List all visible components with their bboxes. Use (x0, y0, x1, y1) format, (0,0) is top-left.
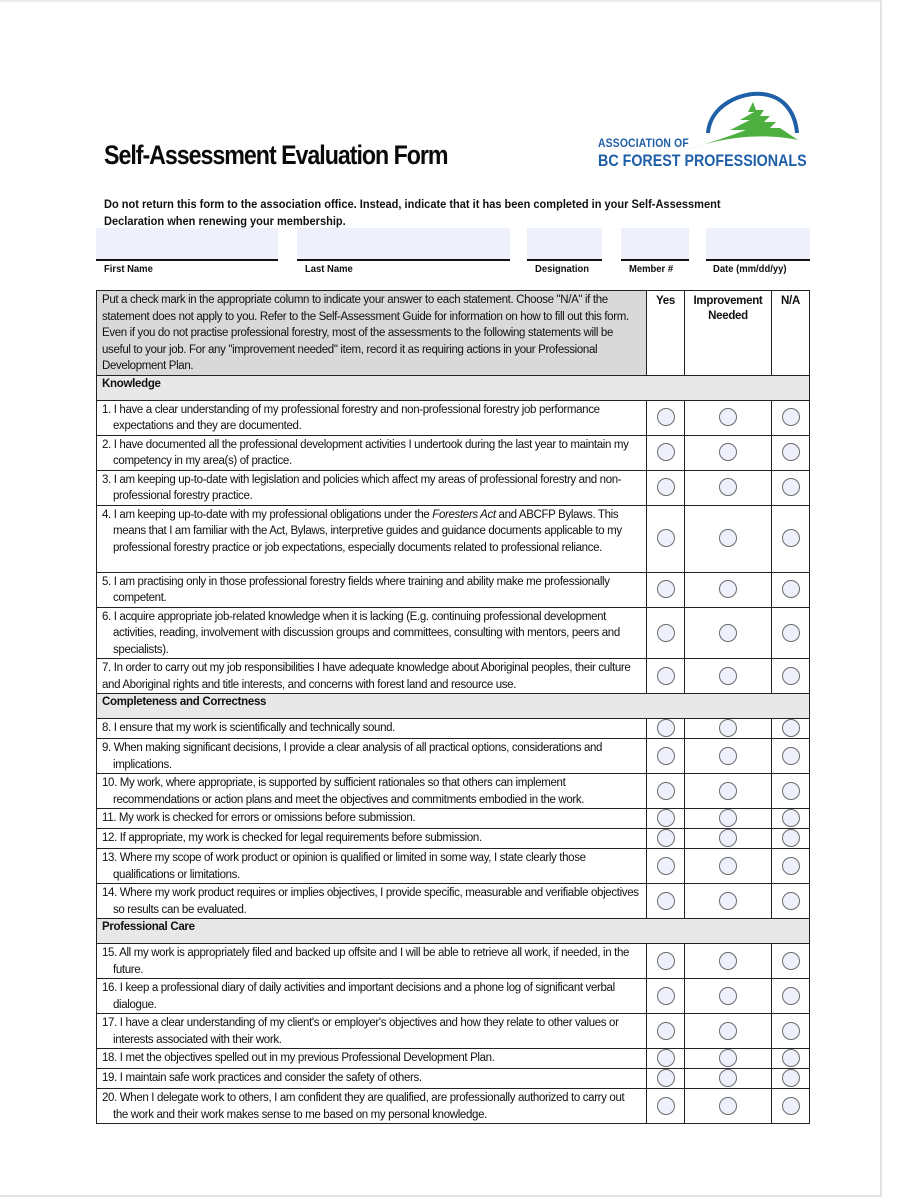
table-row (97, 774, 810, 809)
statement-text: 15. All my work is appropriately filed and backed up offsite and I will be able to retrieve all work, if needed, in the future. (102, 947, 630, 976)
table-row (97, 739, 810, 774)
radio-yes-19[interactable] (657, 1069, 675, 1087)
radio-improvement-14[interactable] (719, 892, 737, 910)
table-row (97, 1014, 810, 1049)
radio-improvement-12[interactable] (719, 829, 737, 847)
radio-na-19[interactable] (782, 1069, 800, 1087)
radio-na-20[interactable] (782, 1097, 800, 1115)
table-row (97, 659, 810, 694)
radio-na-7[interactable] (782, 667, 800, 685)
statement-text: 2. I have documented all the professional development activities I undertook during the last year to maintain my competency in my area(s) of practice. (102, 438, 629, 467)
radio-improvement-2[interactable] (719, 443, 737, 461)
table-row (97, 979, 810, 1014)
table-row (97, 435, 810, 470)
statement-text: 4. I am keeping up-to-date with my professional obligations under the Foresters Act and ABCFP Bylaws. This means that I am familiar with the Act, Bylaws, interpretive guides and guidance documents applicable to my professional forestry practice or job expectations, especially documents related to professional reliance. (102, 508, 622, 554)
table-row (97, 884, 810, 919)
table-row (97, 1089, 810, 1124)
section-row-completeness (97, 694, 810, 719)
radio-yes-1[interactable] (657, 408, 675, 426)
designation-field[interactable] (527, 228, 602, 261)
radio-yes-17[interactable] (657, 1022, 675, 1040)
statement-text: 12. If appropriate, my work is checked for legal requirements before submission. (102, 832, 482, 844)
last-name-field[interactable] (297, 228, 510, 261)
radio-na-18[interactable] (782, 1049, 800, 1067)
radio-yes-12[interactable] (657, 829, 675, 847)
section-row-knowledge (97, 375, 810, 400)
statement-text: 20. When I delegate work to others, I am confident they are qualified, are professionally authorized to carry out the work and their work makes sense to me based on my personal knowledge. (102, 1092, 625, 1121)
radio-improvement-11[interactable] (719, 809, 737, 827)
radio-na-1[interactable] (782, 408, 800, 426)
radio-yes-13[interactable] (657, 857, 675, 875)
table-row (97, 944, 810, 979)
radio-na-2[interactable] (782, 443, 800, 461)
radio-improvement-9[interactable] (719, 747, 737, 765)
radio-yes-14[interactable] (657, 892, 675, 910)
first-name-field[interactable] (96, 228, 278, 261)
radio-improvement-8[interactable] (719, 719, 737, 737)
section-row-professional-care (97, 919, 810, 944)
designation-label: Designation (535, 263, 590, 275)
last-name-label: Last Name (305, 263, 353, 275)
radio-yes-10[interactable] (657, 782, 675, 800)
table-row (97, 809, 810, 829)
radio-yes-8[interactable] (657, 719, 675, 737)
table-row (97, 607, 810, 659)
radio-yes-7[interactable] (657, 667, 675, 685)
radio-na-6[interactable] (782, 624, 800, 642)
statement-text: 11. My work is checked for errors or omissions before submission. (102, 812, 416, 824)
radio-improvement-13[interactable] (719, 857, 737, 875)
table-row (97, 572, 810, 607)
abcfp-logo (590, 88, 810, 178)
radio-yes-3[interactable] (657, 478, 675, 496)
radio-yes-11[interactable] (657, 809, 675, 827)
radio-na-12[interactable] (782, 829, 800, 847)
radio-na-4[interactable] (782, 529, 800, 547)
radio-na-9[interactable] (782, 747, 800, 765)
radio-yes-15[interactable] (657, 952, 675, 970)
first-name-label: First Name (104, 263, 153, 275)
radio-yes-20[interactable] (657, 1097, 675, 1115)
radio-improvement-5[interactable] (719, 580, 737, 598)
table-row (97, 470, 810, 505)
header-row (97, 291, 810, 376)
statement-text: 18. I met the objectives spelled out in my previous Professional Development Plan. (102, 1052, 495, 1064)
statement-text: 14. Where my work product requires or implies objectives, I provide specific, measurable and verifiable objectives so results can be evaluated. (102, 887, 639, 916)
statement-text: 17. I have a clear understanding of my client's or employer's objectives and how they relate to other values or interests associated with their work. (102, 1017, 619, 1046)
radio-na-3[interactable] (782, 478, 800, 496)
table-row (97, 849, 810, 884)
member-number-label: Member # (629, 263, 674, 275)
radio-improvement-19[interactable] (719, 1069, 737, 1087)
radio-yes-4[interactable] (657, 529, 675, 547)
radio-yes-5[interactable] (657, 580, 675, 598)
radio-na-14[interactable] (782, 892, 800, 910)
column-yes: Yes (647, 291, 685, 376)
table-row (97, 505, 810, 572)
statement-text: 19. I maintain safe work practices and consider the safety of others. (102, 1072, 422, 1084)
radio-na-13[interactable] (782, 857, 800, 875)
intro-text: Do not return this form to the association office. Instead, indicate that it has been completed in your Self-Assessment Declaration when renewing your membership. (104, 197, 721, 228)
radio-improvement-10[interactable] (719, 782, 737, 800)
statement-text: 1. I have a clear understanding of my professional forestry and non-professional forestry job performance expectations and they are documented. (102, 403, 600, 432)
table-row (97, 829, 810, 849)
page-title: Self-Assessment Evaluation Form (104, 140, 448, 170)
radio-na-15[interactable] (782, 952, 800, 970)
radio-improvement-15[interactable] (719, 952, 737, 970)
section-title: Knowledge (97, 375, 810, 400)
radio-na-16[interactable] (782, 987, 800, 1005)
date-label: Date (mm/dd/yy) (713, 263, 787, 275)
radio-improvement-3[interactable] (719, 478, 737, 496)
section-title: Completeness and Correctness (97, 694, 810, 719)
radio-na-10[interactable] (782, 782, 800, 800)
radio-improvement-16[interactable] (719, 987, 737, 1005)
radio-yes-18[interactable] (657, 1049, 675, 1067)
table-row (97, 400, 810, 435)
member-number-field[interactable] (621, 228, 689, 261)
radio-improvement-4[interactable] (719, 529, 737, 547)
assessment-table (96, 290, 810, 1124)
radio-improvement-20[interactable] (719, 1097, 737, 1115)
radio-improvement-18[interactable] (719, 1049, 737, 1067)
logo-line1: ASSOCIATION OF (598, 138, 689, 150)
statement-text: 3. I am keeping up-to-date with legislation and policies which affect my areas of professional forestry and non-professional forestry practice. (102, 473, 622, 502)
radio-na-8[interactable] (782, 719, 800, 737)
radio-yes-16[interactable] (657, 987, 675, 1005)
column-na: N/A (772, 291, 810, 376)
statement-text: 5. I am practising only in those professional forestry fields where training and ability make me professionally competent. (102, 575, 610, 604)
radio-improvement-7[interactable] (719, 667, 737, 685)
table-row (97, 1049, 810, 1069)
statement-text: 7. In order to carry out my job responsibilities I have adequate knowledge about Aboriginal peoples, their culture and Aboriginal rights and title interests, and concerns with forest land and resource use. (102, 662, 631, 691)
radio-improvement-17[interactable] (719, 1022, 737, 1040)
statement-text: 16. I keep a professional diary of daily activities and important decisions and a phone log of significant verbal dialogue. (102, 982, 615, 1011)
table-row (97, 719, 810, 739)
statement-text: 13. Where my scope of work product or opinion is qualified or limited in some way, I state clearly those qualifications or limitations. (102, 852, 586, 881)
statement-text: 8. I ensure that my work is scientifically and technically sound. (102, 722, 396, 734)
column-improvement-needed: Improvement Needed (685, 291, 772, 376)
radio-yes-2[interactable] (657, 443, 675, 461)
radio-yes-9[interactable] (657, 747, 675, 765)
logo-line2: BC FOREST PROFESSIONALS (598, 151, 807, 170)
radio-yes-6[interactable] (657, 624, 675, 642)
statement-text: 6. I acquire appropriate job-related knowledge when it is lacking (E.g. continuing professional development activities, reading, involvement with discussion groups and committees, consulting with mentors, peers and specialists). (102, 610, 620, 656)
statement-text: 9. When making significant decisions, I provide a clear analysis of all practical options, considerations and implications. (102, 742, 603, 771)
radio-na-17[interactable] (782, 1022, 800, 1040)
statement-text: 10. My work, where appropriate, is supported by sufficient rationales so that others can implement recommendations or action plans and meet the objectives and commitments embodied in the work. (102, 777, 585, 806)
radio-improvement-1[interactable] (719, 408, 737, 426)
table-row (97, 1069, 810, 1089)
date-field[interactable] (706, 228, 810, 261)
section-title: Professional Care (97, 919, 810, 944)
radio-improvement-6[interactable] (719, 624, 737, 642)
radio-na-11[interactable] (782, 809, 800, 827)
radio-na-5[interactable] (782, 580, 800, 598)
instructions-cell: Put a check mark in the appropriate column to indicate your answer to each statement. Choose "N/A" if the statement does not apply to you. Refer to the Self-Assessment Guide for information on how to fill out this form. Even if you do not practise professional forestry, most of the assessments to the following statements will be useful to your job. For any "improvement needed" item, record it as requiring actions in your Professional Development Plan. (97, 291, 647, 376)
